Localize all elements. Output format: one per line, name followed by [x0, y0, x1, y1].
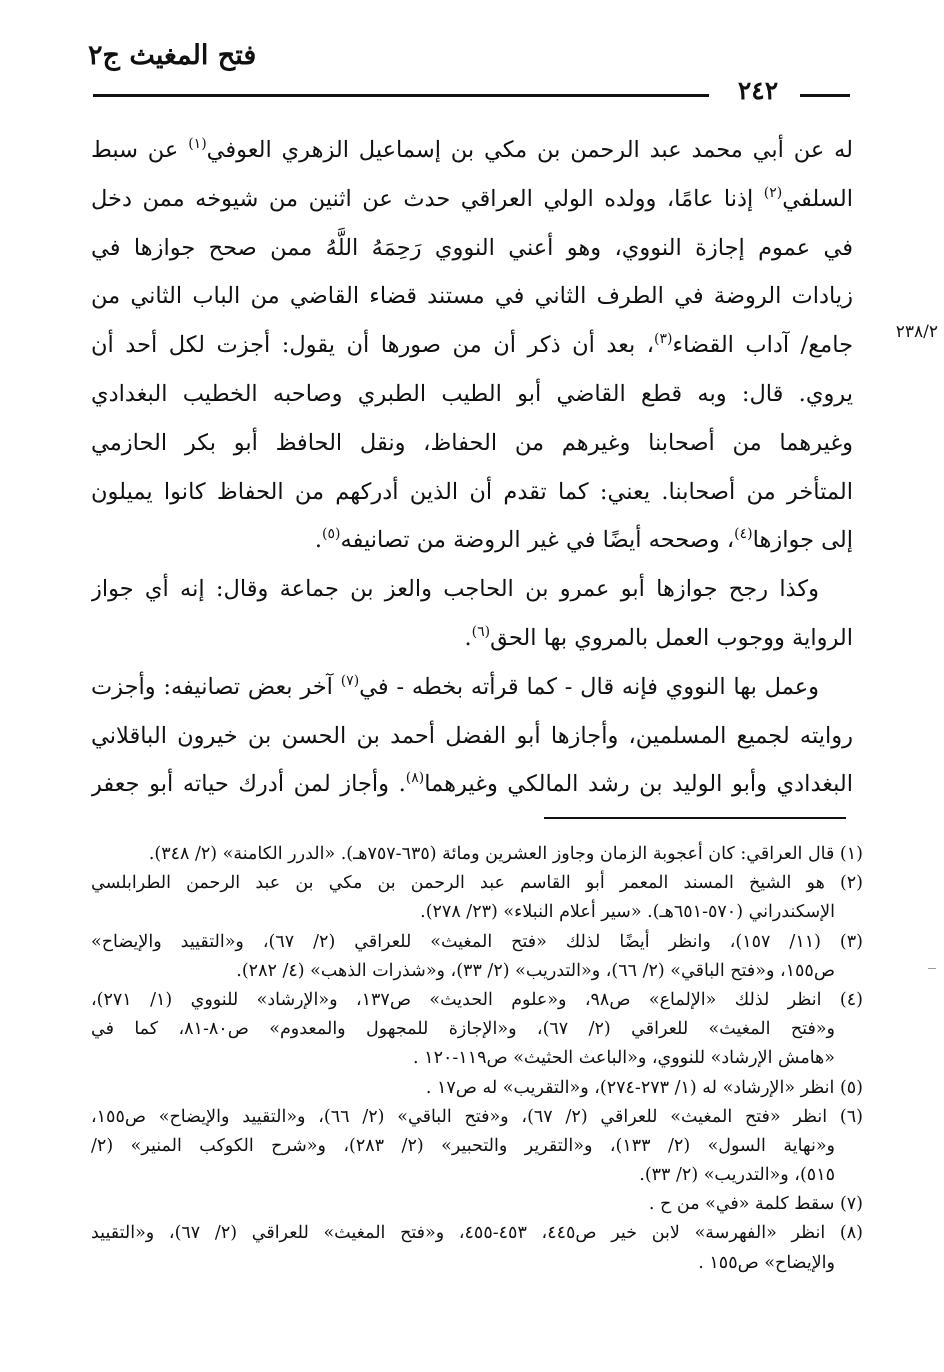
footnote-line: (١) قال العراقي: كان أعجوبة الزمان وجاوز العشرين ومائة (٦٣٥-٧٥٧هـ). «الدرر الكامنة» (٢/ ٣٤٨). [148, 844, 863, 864]
text-line: وكذا رجح جوازها أبو عمرو بن الحاجب والعز بن جماعة وقال: إنه أي جواز [91, 576, 819, 603]
footnote-line: و«نهاية السول» (٢/ ١٣٣)، و«التقرير والتحبير» (٢/ ٢٨٣)، و«شرح الكوكب المنير» (٢/ [91, 1135, 835, 1156]
text-line: السلفي$^{(٢)}$ إذنا عامًا، وولده الولي العراقي حدث عن اثنين من شيوخه ممن دخل [91, 184, 853, 212]
footnote-line: «هامش الإرشاد» للنووي، و«الباعث الحثيث» ص١١٩-١٢٠ . [413, 1048, 835, 1069]
header-rule [93, 94, 709, 97]
running-header-title: فتح المغيث ج٢ [88, 40, 257, 71]
text-line: إلى جوازها$^{(٤)}$، وصححه أيضًا في غير الروضة من تصانيفه$^{(٥)}$. [314, 526, 853, 554]
footnote-line: (٨) انظر «الفهرسة» لابن خير ص٤٤٥، ٤٥٣-٤٥٥، و«فتح المغيث» للعراقي (٢/ ٦٧)، و«التقييد [91, 1223, 863, 1244]
text-line: روايته لجميع المسلمين، وأجازها أبو الفضل أحمد بن الحسن بن خيرون الباقلاني [91, 722, 853, 749]
text-line: المتأخر من أصحابنا. يعني: كما تقدم أن الذين أدركهم من الحفاظ كانوا يميلون [91, 478, 853, 505]
text-line: يروي. قال: وبه قطع القاضي أبو الطيب الطبري وصاحبه الخطيب البغدادي [91, 380, 853, 407]
footnote-line: الإسكندراني (٥٧٠-٦٥١هـ). «سير أعلام النبلاء» (٢٣/ ٢٧٨). [420, 902, 835, 923]
footnote-line: (٢) هو الشيخ المسند المعمر أبو القاسم عبد الرحمن بن مكي بن عبد الرحمن الطرابلسي [91, 873, 863, 894]
footnote-line: ٥١٥)، و«التدريب» (٢/ ٣٣). [639, 1165, 835, 1186]
footnote-line: و«فتح المغيث» للعراقي (٢/ ٦٧)، و«الإجازة للمجهول والمعدوم» ص٨٠-٨١، كما في [91, 1019, 835, 1040]
text-line: البغدادي وأبو الوليد بن رشد المالكي وغيرهما$^{(٨)}$. وأجاز لمن أدرك حياته أبو جعفر [91, 770, 853, 798]
footnote-mark: (٢) [763, 184, 783, 201]
footnote-line: والإيضاح» ص١٥٥ . [698, 1252, 835, 1273]
text-line: وعمل بها النووي فإنه قال - كما قرأته بخطه - في$^{(٧)}$ آخر بعض تصانيفه: وأجزت [91, 672, 819, 700]
text-line: في عموم إجازة النووي، وهو أعني النووي رَحِمَهُ اللَّهُ ممن صحح جوازها في [91, 234, 853, 261]
footnote-mark: (٨) [405, 770, 425, 787]
text-line: زيادات الروضة في الطرف الثاني في مستند قضاء القاضي من الباب الثاني من [91, 283, 853, 310]
footnote-line: (٥) انظر «الإرشاد» له (١/ ٢٧٣-٢٧٤)، و«التقريب» له ص١٧ . [425, 1077, 863, 1098]
text-line: جامع/ آداب القضاء$^{(٣)}$، بعد أن ذكر أن من صورها أن يقول: أجزت لكل أحد أن [91, 331, 853, 359]
footnote-mark: (٥) [322, 526, 341, 543]
footnote-line: ص١٥٥، و«فتح الباقي» (٢/ ٦٦)، و«التدريب» (٢/ ٣٣)، و«شذرات الذهب» (٤/ ٢٨٢). [236, 960, 835, 981]
footnote-mark: (٧) [340, 672, 360, 689]
text-line: له عن أبي محمد عبد الرحمن بن مكي بن إسماعيل الزهري العوفي$^{(١)}$ عن سبط [91, 136, 853, 163]
page-number: ٢٤٢ [737, 76, 779, 105]
header-rule-right [800, 94, 850, 97]
footnotes [91, 840, 863, 1278]
footnote-mark: (٤) [734, 526, 753, 543]
footnote-line: (٦) انظر «فتح المغيث» للعراقي (٢/ ٦٧)، و«فتح الباقي» (٢/ ٦٦)، و«التقييد والإيضاح» ص١٥٥، [91, 1106, 863, 1127]
footnote-line: (٣) (١١/ ١٥٧)، وانظر أيضًا لذلك «فتح المغيث» للعراقي (٢/ ٦٧)، و«التقييد والإيضاح» [91, 931, 863, 952]
footnote-line: (٤) انظر لذلك «الإلماع» ص٩٨، و«علوم الحديث» ص١٣٧، و«الإرشاد» للنووي (١/ ٢٧١)، [91, 989, 863, 1010]
footnote-mark: (٣) [654, 331, 673, 348]
footnote-mark: (١) [188, 136, 207, 152]
margin-tick [928, 968, 936, 969]
text-line: الرواية ووجوب العمل بالمروي بها الحق$^{(٦)}$. [464, 623, 853, 651]
margin-reference: ٢٣٨/٢ [895, 322, 938, 342]
text-line: وغيرهما من أصحابنا وغيرهم من الحفاظ، ونقل الحافظ أبو بكر الحازمي [91, 429, 853, 456]
footnote-separator [544, 817, 846, 819]
footnote-mark: (٦) [471, 623, 491, 640]
main-text [91, 126, 853, 809]
footnote-line: (٧) سقط كلمة «في» من ح . [648, 1194, 863, 1215]
